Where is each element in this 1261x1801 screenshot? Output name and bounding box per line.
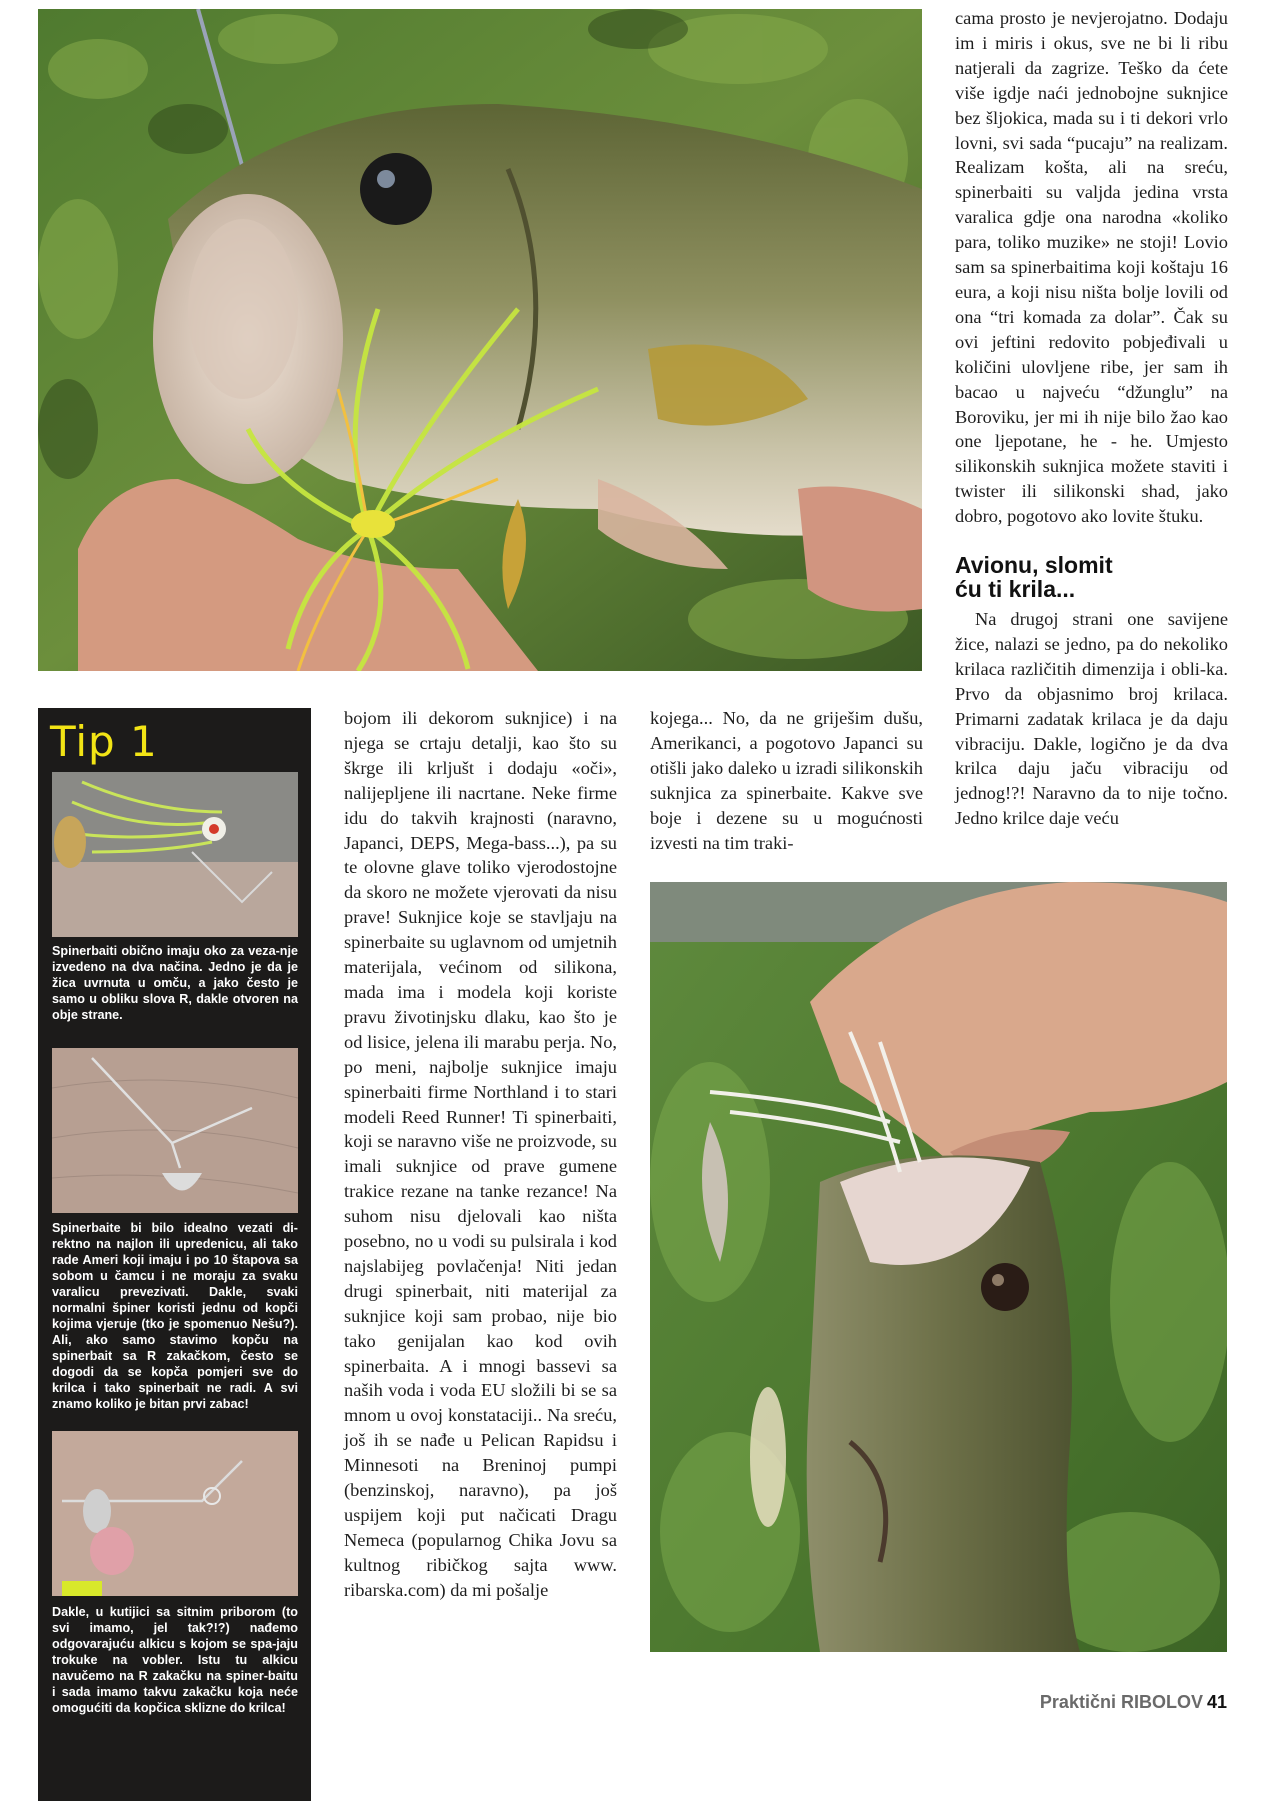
- tip-caption-1: Spinerbaiti obično imaju oko za veza-nje izvedeno na dva načina. Jedno je da je žica uvrnuta u omču, a jako često je samo u obliku slova R, dakle otvoren na obje strane.: [52, 944, 298, 1022]
- article-text-col2: kojega... No, da ne griješim dušu, Amerikanci, a pogotovo Japanci su otišli jako daleko u izradi silikonskih suknjica za spinerbaite. Kakve sve boje i dezene su u mogućnosti izvesti na tim traki-: [650, 708, 923, 853]
- section-heading: Avionu, slomit ću ti krila...: [955, 552, 1113, 603]
- top-photo: [38, 9, 922, 671]
- tip-title: Tip 1: [50, 717, 158, 766]
- page-number: 41: [1206, 1692, 1227, 1712]
- magazine-name: Praktični RIBOLOV: [1039, 1692, 1203, 1712]
- article-text-col3-bottom: Na drugoj strani one savijene žice, nalazi se jedno, pa do nekoliko krilaca različitih dimenzija i obli-ka. Prvo da objasnimo broj krilaca. Primarni zadatak krilaca je da daju vibraciju. Dakle, logično je da dva krilca daju jaču vibraciju od jednog!?! Naravno da to nije točno. Jedno krilce daje veću: [955, 609, 1228, 829]
- article-column-2: [650, 706, 923, 855]
- tip-photo-1: [52, 772, 298, 937]
- tip-photo-3: [52, 1431, 298, 1596]
- tip-photo-2: [52, 1048, 298, 1213]
- split-ring-image: [52, 1431, 298, 1596]
- tip-sidebar: [38, 708, 311, 1801]
- page-folio: [1040, 1692, 1227, 1713]
- article-text-col3-top: cama prosto je nevjerojatno. Dodaju im i miris i okus, sve ne bi li ribu natjerali da zagrize. Teško da ćete više igdje naći jednobojne suknjice bez šljokica, mada su i ti dekori vrlo lovni, svi sada “pucaju” na realizam. Realizam košta, ali na sreću, spinerbaiti su valjda jedina vrsta varalica gdje ona narodna «koliko para, toliko muzike» ne stoji! Lovio sam sa spinerbaitima koji koštaju 16 eura, a koji nisu ništa bolje lovili od ona “tri komada za dolar”. Čak su ovi jeftini redovito pobjeđivali u količini ulovljene ribe, jer sam ih bacao u najveću “džunglu” na Boroviku, jer mi ih nije bilo žao kao one ljepotane, he - he. Umjesto silikonskih suknjica možete staviti i twister ili silikonski shad, jako dobro, pogotovo ako lovite štuku.: [955, 8, 1228, 527]
- article-text-col1: bojom ili dekorom suknjice) i na njega se crtaju detalji, kao što su škrge ili krljušt i dodaju «oči», nalijepljene ili nacrtane. Neke firme idu do takvih krajnosti (naravno, Japanci, DEPS, Mega-bass...), pa su te olovne glave toliko vjerodostojne da skoro ne možete vjerovati da nisu prave! Suknjice koje se stavljaju na spinerbaite su uglavnom od umjetnih materijala, većinom od silikona, mada ima i modela koji koriste pravu životinjsku dlaku, kao što je od lisice, jelena ili marabu perja. No, po meni, najbolje suknjice imaju spinerbaiti firme Northland i to stari modeli Reed Runner! Ti spinerbaiti, koji se naravno više ne proizvode, su imali suknjice od prave gumene trakice rezane na tanke rezance! Na suhom nisu djelovali kao ništa posebno, no u vodi su pulsirala i kod najslabijeg povlačenja! Niti jedan drugi spinerbait, niti materijal za suknjice koji sam probao, nije bio tako genijalan kao kod ovih spinerbaita. A i mnogi bassevi sa naših voda i voda EU složili bi se sa mnom u ovoj konstataciji.. Na sreću, još ih se nađe u Pelican Rapidsu i Minnesoti na Breninoj pumpi (benzinskoj, naravno), pa još uspijem koji put načicati Dragu Nemeca (popularnog Chika Jovu sa kultnog ribičkog sajta www. ribarska.com) da mi pošalje: [344, 708, 617, 1600]
- article-column-1: [344, 706, 617, 1603]
- bass-with-spinnerbait-image: [38, 9, 922, 671]
- article-column-3: [955, 6, 1228, 831]
- tip-caption-2: Spinerbaite bi bilo idealno vezati di-rektno na najlon ili upredenicu, ali tako rade Ameri koji imaju i po 10 štapova sa sobom u čamcu i ne moraju za svaku varalicu prevezivati. Dakle, svaki normalni špiner koristi jednu od kopči kojima vjeruje (tko je spomenuo Nešu?). Ali, ako samo stavimo kopču na spinerbait sa R zakačkom, često se dogodi da se kopča pomjeri sve do krilca i tako spinerbait ne radi. A svi znamo koliko je bitan prvi zabac!: [52, 1221, 298, 1411]
- bottom-photo: [650, 882, 1227, 1652]
- tip-caption-3: Dakle, u kutijici sa sitnim priborom (to svi imamo, jel tak?!?) nađemo odgovarajuću alkicu s kojom se spa-jaju trokuke na vobler. Istu tu alkicu navučemo na R zakačku na spiner-baitu i sada imamo takvu zakačku koja neće omogućiti da kopčica sklizne do krilca!: [52, 1605, 298, 1715]
- snap-on-wire-image: [52, 1048, 298, 1213]
- spinnerbait-eye-image: [52, 772, 298, 937]
- bass-held-by-lip-image: [650, 882, 1227, 1652]
